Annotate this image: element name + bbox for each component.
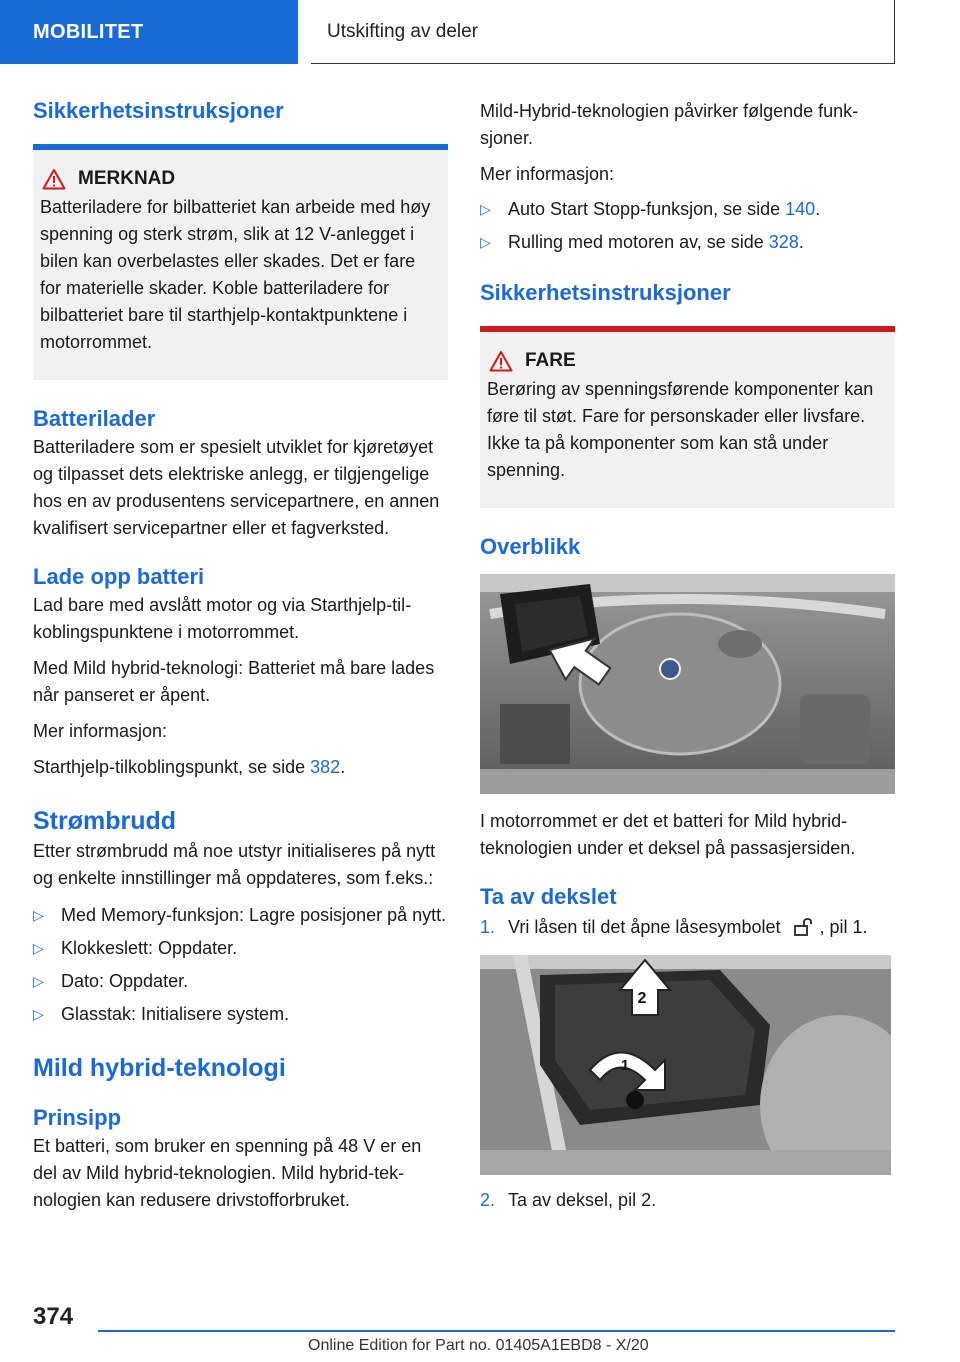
notice-header (42, 168, 441, 190)
danger-label: FARE (525, 350, 576, 371)
step-text: Ta av deksel, pil 2. (508, 1190, 657, 1210)
principle-text: Et batteri, som bruker en spenning på 48 V er en del av Mild hybrid-teknologien. Mild hybrid-teknologien kan redusere drivstofforbruket. (33, 1136, 422, 1210)
charge-text-1: Lad bare med avslått motor og via Starthjelp-tilkoblingspunktene i motorrommet. (33, 595, 412, 642)
unlocked-padlock-icon (788, 918, 818, 936)
page-link-382[interactable]: 382 (310, 757, 341, 777)
list-item-text: Dato: Oppdater. (61, 971, 189, 991)
list-item-text: Klokkeslett: Oppdater. (61, 938, 238, 958)
battery-cover-photo (480, 955, 891, 1175)
step-item (480, 1187, 895, 1214)
safety-heading: Sikkerhetsinstruksjoner (33, 98, 284, 123)
list-item-text: Med Memory-funksjon: Lagre posisjoner på nytt. (61, 905, 447, 925)
left-column (33, 98, 448, 1214)
mild-hybrid-heading: Mild hybrid-teknologi (33, 1054, 286, 1082)
footer-rule (98, 1330, 895, 1332)
charge-text-4: Starthjelp-tilkoblingspunkt, se side 382. (33, 757, 346, 777)
step-text: Vri låsen til det åpne låsesymbolet (508, 917, 781, 937)
triangle-bullet-icon: ▷ (33, 1006, 44, 1022)
arrow-2-label: 2 (637, 990, 647, 1007)
warning-triangle-icon (489, 350, 513, 372)
list-item (33, 935, 448, 962)
outage-text: Etter strømbrudd må noe utstyr initialiseres på nytt og enkelte innstillinger må oppdateres, som f.eks.: (33, 841, 436, 888)
triangle-bullet-icon: ▷ (33, 940, 44, 956)
list-item-text: Auto Start Stopp-funksjon, se side (508, 199, 786, 219)
overview-heading: Overblikk (480, 534, 581, 559)
remove-cover-heading: Ta av dekslet (480, 884, 617, 909)
charge-text-2: Med Mild hybrid-teknologi: Batteriet må bare lades når panseret er åpent. (33, 658, 435, 705)
right-column (480, 98, 895, 1214)
edition-text: Online Edition for Part no. 01405A1EBD8 - X/20 (308, 1337, 649, 1354)
list-item (33, 902, 448, 929)
danger-box (480, 332, 895, 508)
intro-text: Mild-Hybrid-teknologien påvirker følgende funksjoner. (480, 101, 859, 148)
charge-text-3: Mer informasjon: (33, 721, 168, 741)
safety-heading-right: Sikkerhetsinstruksjoner (480, 280, 731, 305)
step-number: 1. (480, 917, 496, 937)
page-link-140[interactable]: 140 (785, 199, 816, 219)
notice-text: Batteriladere for bilbatteriet kan arbeide med høy spenning og sterk strøm, slik at 12 V-anlegget i bilen kan overbelastes eller skades. Det er fare for materielle skader. Koble batteriladere for bilbatteriet bare til starthjelp-kontaktpunktene i motorrommet. (40, 197, 431, 352)
list-item-text: Glasstak: Initialisere system. (61, 1004, 290, 1024)
step-number: 2. (480, 1190, 496, 1210)
triangle-bullet-icon: ▷ (33, 973, 44, 989)
charge-heading: Lade opp batteri (33, 564, 205, 589)
danger-text: Berøring av spenningsførende komponenter kan føre til støt. Fare for personskader eller livsfare. Ikke ta på komponenter som kan stå under spenning. (487, 379, 874, 480)
page-number: 374 (33, 1303, 74, 1330)
list-item: ▷ Auto Start Stopp-funksjon, se side 140. (480, 196, 895, 223)
battery-cover-illustration (480, 955, 891, 1175)
list-item: ▷ Rulling med motoren av, se side 328. (480, 229, 895, 256)
principle-heading: Prinsipp (33, 1105, 122, 1130)
chapter-title: Utskifting av deler (311, 0, 895, 64)
arrow-1-label: 1 (620, 1057, 630, 1074)
danger-header (489, 350, 888, 372)
list-item (33, 1001, 448, 1028)
notice-label: MERKNAD (78, 168, 176, 189)
notice-box (33, 150, 448, 380)
step-text-suffix: , pil 1. (819, 917, 868, 937)
charger-heading: Batterilader (33, 406, 156, 431)
charge-ref-text: Starthjelp-tilkoblingspunkt, se side (33, 757, 311, 777)
triangle-bullet-icon: ▷ (480, 234, 491, 250)
warning-triangle-icon (42, 168, 66, 190)
section-tab: MOBILITET (0, 0, 298, 64)
triangle-bullet-icon: ▷ (33, 907, 44, 923)
page-link-328[interactable]: 328 (768, 232, 799, 252)
more-info-label: Mer informasjon: (480, 164, 615, 184)
engine-bay-photo (480, 574, 895, 794)
overview-text: I motorrommet er det et batteri for Mild hybrid-teknologien under et deksel på passasjersiden. (480, 811, 856, 858)
outage-heading: Strømbrudd (33, 807, 177, 835)
triangle-bullet-icon: ▷ (480, 201, 491, 217)
engine-bay-illustration (480, 574, 895, 794)
list-item (33, 968, 448, 995)
list-item-text: Rulling med motoren av, se side (508, 232, 769, 252)
charger-text: Batteriladere som er spesielt utviklet for kjøretøyet og tilpasset dets elektriske anlegg, er tilgjengelige hos en av produsentens servicepartnere, en annen kvalifisert servicepartner eller et fagverksted. (33, 437, 440, 538)
step-item (480, 914, 895, 941)
